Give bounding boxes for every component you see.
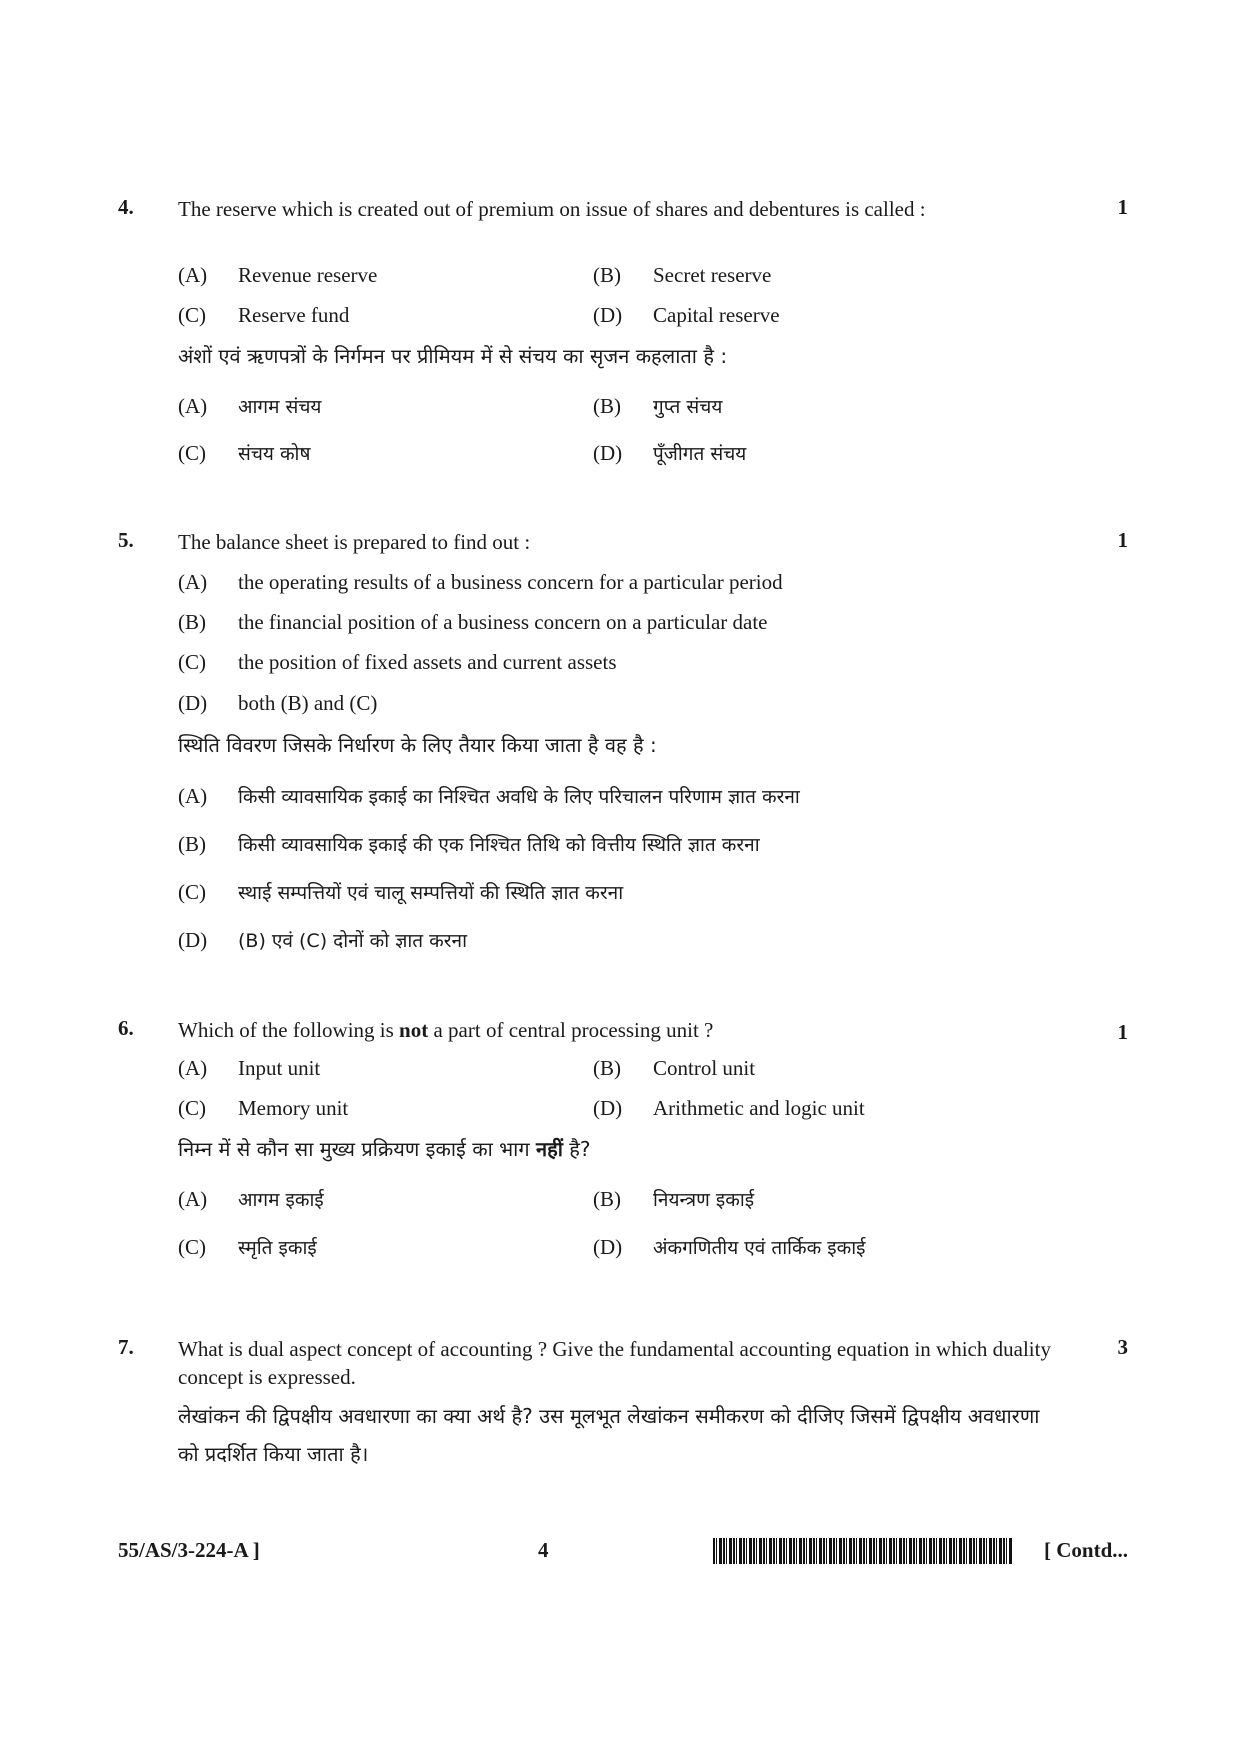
hindi-option-d: (D) पूँजीगत संचय — [593, 441, 747, 465]
hindi-option-b: (B) नियन्त्रण इकाई — [593, 1187, 755, 1211]
paper-code: 55/AS/3-224-A ] — [118, 1538, 260, 1562]
question-marks: 1 — [1117, 1020, 1128, 1044]
question-marks: 1 — [1117, 528, 1128, 552]
option-d: (D) both (B) and (C) — [178, 691, 378, 715]
option-c: (C) Memory unit — [178, 1096, 349, 1120]
question-number: 4. — [118, 195, 134, 219]
question-text-hindi: लेखांकन की द्विपक्षीय अवधारणा का क्या अर्थ है? उस मूलभूत लेखांकन समीकरण को दीजिए जिसमें द्विपक्षीय अवधारणा को प्रदर्शित किया जाता है। — [178, 1404, 1040, 1466]
option-a: (A) the operating results of a business concern for a particular period — [178, 570, 783, 594]
question-number: 6. — [118, 1016, 134, 1040]
question-text: The balance sheet is prepared to find out : — [178, 530, 531, 554]
question-4 — [118, 195, 1128, 475]
hindi-option-b: (B) किसी व्यावसायिक इकाई की एक निश्चित तिथि को वित्तीय स्थिति ज्ञात करना — [178, 832, 760, 856]
question-text-hindi: स्थिति विवरण जिसके निर्धारण के लिए तैयार किया जाता है वह है : — [178, 733, 657, 757]
hindi-option-c: (C) स्मृति इकाई — [178, 1235, 317, 1259]
option-c: (C) the position of fixed assets and current assets — [178, 650, 617, 674]
hindi-option-a: (A) आगम संचय — [178, 394, 322, 418]
question-text: What is dual aspect concept of accounting ? Give the fundamental accounting equation in which duality concept is expressed. — [178, 1337, 1051, 1389]
continued-label: [ Contd... — [1043, 1538, 1128, 1562]
hindi-option-a: (A) आगम इकाई — [178, 1187, 324, 1211]
question-text: The reserve which is created out of premium on issue of shares and debentures is called : — [178, 197, 926, 221]
option-d: (D) Arithmetic and logic unit — [593, 1096, 865, 1120]
question-number: 7. — [118, 1335, 134, 1359]
question-7 — [118, 1335, 1128, 1465]
option-d: (D) Capital reserve — [593, 303, 780, 327]
option-b: (B) the financial position of a business concern on a particular date — [178, 610, 768, 634]
question-text-hindi: अंशों एवं ऋणपत्रों के निर्गमन पर प्रीमियम में से संचय का सृजन कहलाता है : — [178, 344, 728, 368]
page-number: 4 — [538, 1538, 549, 1562]
question-number: 5. — [118, 528, 134, 552]
page-footer — [118, 1538, 1128, 1572]
hindi-option-a: (A) किसी व्यावसायिक इकाई का निश्चित अवधि के लिए परिचालन परिणाम ज्ञात करना — [178, 784, 800, 808]
question-text-hindi: निम्न में से कौन सा मुख्य प्रक्रियण इकाई का भाग नहीं है? — [178, 1137, 591, 1161]
option-a: (A) Revenue reserve — [178, 263, 378, 287]
hindi-option-c: (C) संचय कोष — [178, 441, 311, 465]
question-marks: 1 — [1117, 195, 1128, 219]
question-5 — [118, 528, 1128, 968]
question-6 — [118, 1016, 1128, 1286]
hindi-option-c: (C) स्थाई सम्पत्तियों एवं चालू सम्पत्तियों की स्थिति ज्ञात करना — [178, 880, 624, 904]
option-a: (A) Input unit — [178, 1056, 321, 1080]
option-c: (C) Reserve fund — [178, 303, 350, 327]
hindi-option-d: (D) अंकगणितीय एवं तार्किक इकाई — [593, 1235, 866, 1259]
question-text: Which of the following is not a part of central processing unit ? — [178, 1018, 714, 1042]
question-marks: 3 — [1117, 1335, 1128, 1359]
hindi-option-d: (D) (B) एवं (C) दोनों को ज्ञात करना — [178, 928, 468, 952]
option-b: (B) Secret reserve — [593, 263, 772, 287]
option-b: (B) Control unit — [593, 1056, 756, 1080]
hindi-option-b: (B) गुप्त संचय — [593, 394, 723, 418]
barcode — [713, 1538, 1013, 1564]
